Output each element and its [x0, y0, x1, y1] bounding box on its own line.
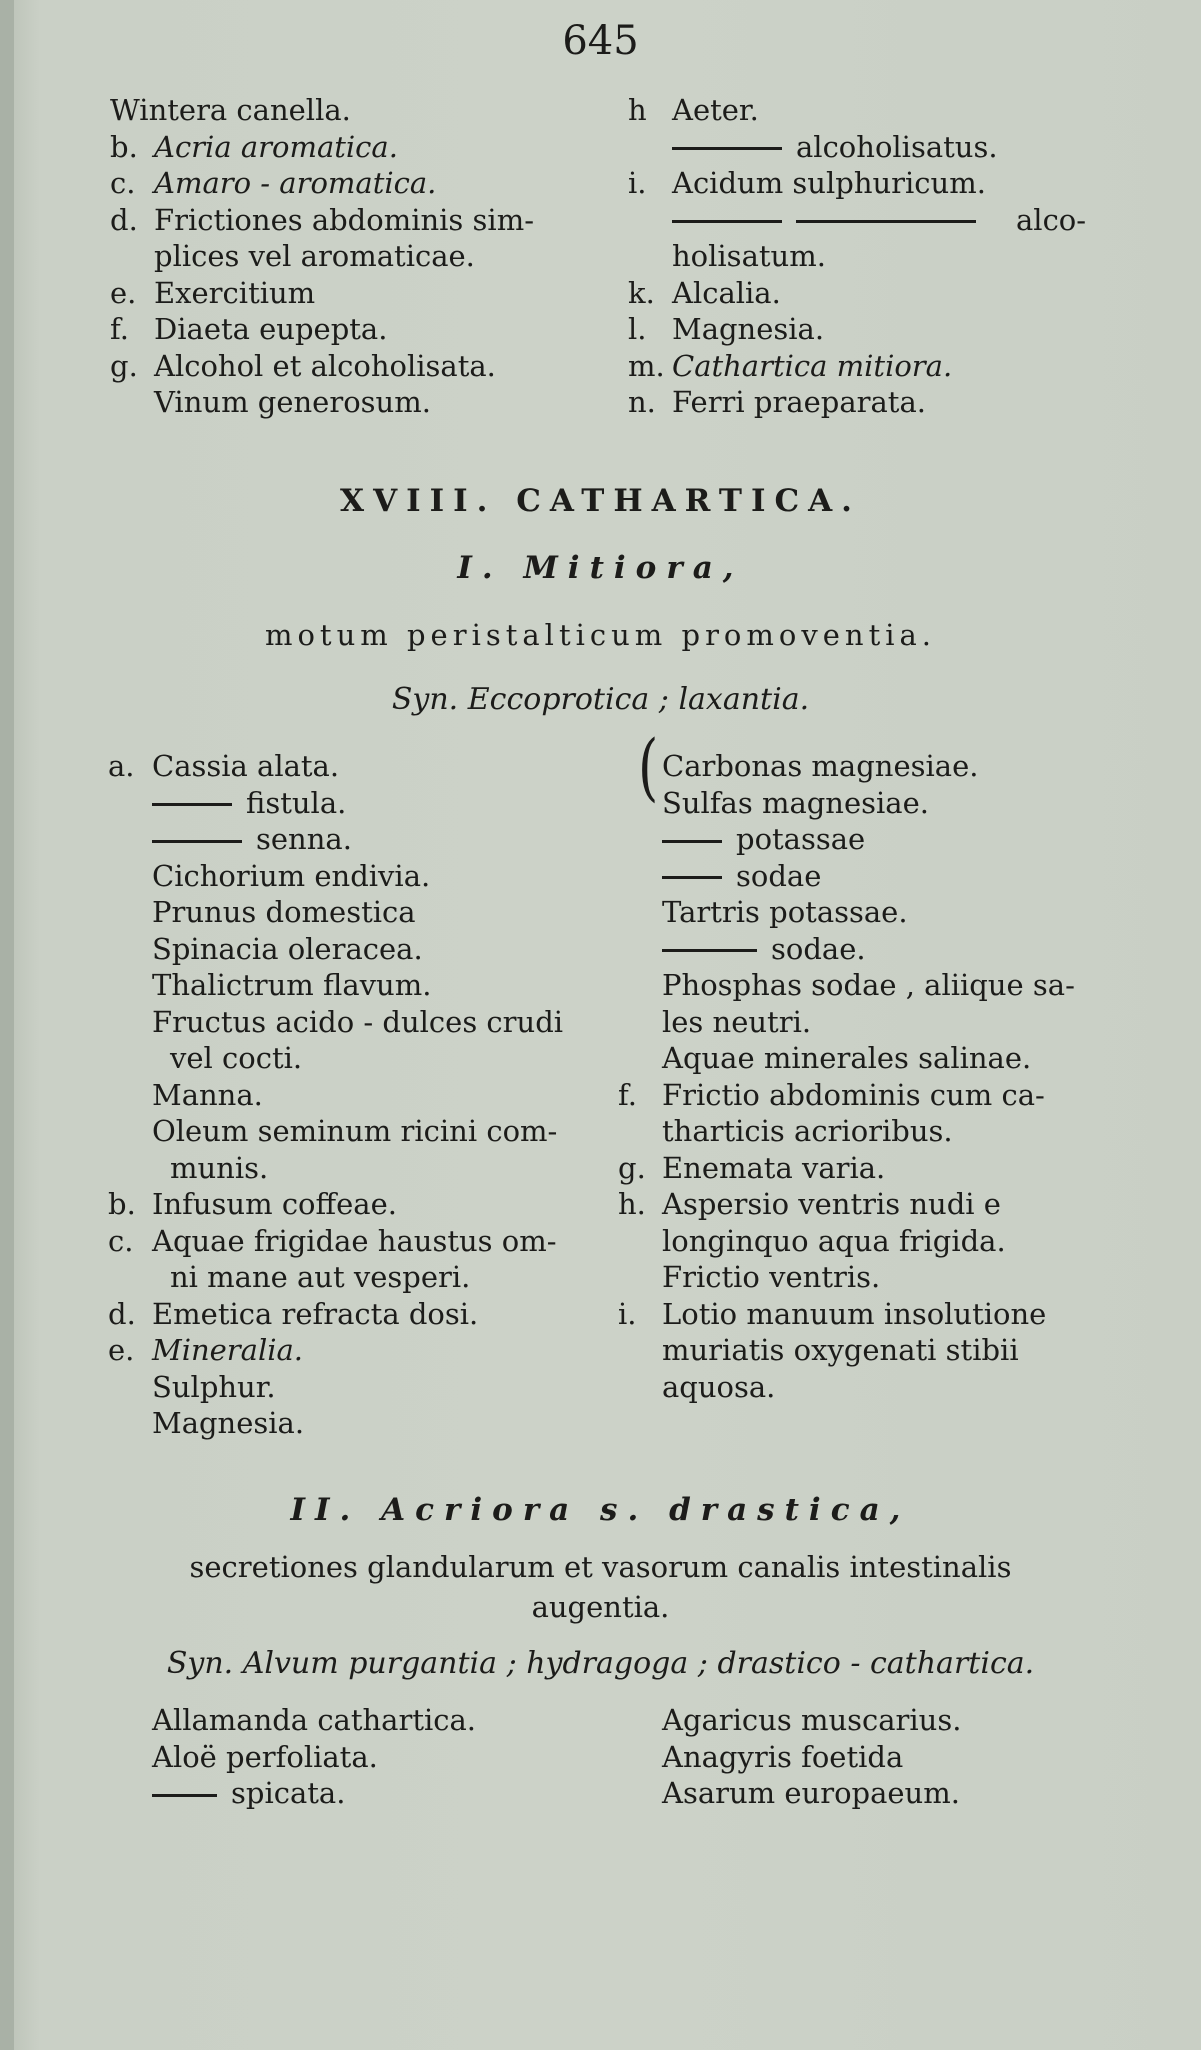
entry-letter: e. [108, 1333, 135, 1367]
entry-text: Frictiones abdominis sim- [154, 202, 534, 237]
section-title: XVIII. CATHARTICA. [340, 483, 861, 519]
entry-text: Aloë perfoliata. [152, 1739, 378, 1774]
entry-line [108, 821, 563, 858]
entry-letter: g. [618, 1150, 646, 1185]
entry-text: fistula. [246, 785, 347, 820]
ditto-dash [152, 803, 232, 806]
entry-line [618, 1223, 1075, 1260]
entry-text: senna. [256, 822, 352, 856]
entry-text: Amaro - aromatica. [154, 166, 437, 200]
entry-letter: l. [628, 312, 647, 346]
entry-text: Phosphas sodae , aliique sa- [662, 968, 1075, 1002]
entry-letter: g. [110, 348, 138, 383]
entry-text: Magnesia. [672, 312, 825, 346]
entry-text: Magnesia. [152, 1406, 305, 1440]
entry-letter: i. [618, 1296, 637, 1331]
brace-mark: ( [638, 726, 659, 810]
entry-line [618, 1739, 961, 1776]
subsection-title-mitiora: I. Mitiora, [457, 550, 744, 586]
entry-line [110, 202, 534, 239]
entry-letter: f. [110, 312, 129, 346]
entry-line [108, 1702, 476, 1739]
entry-line [108, 1405, 563, 1442]
entry-line [618, 1113, 1075, 1150]
entry-line [628, 384, 1086, 421]
entry-text: Diaeta eupepta. [154, 312, 388, 346]
ditto-dash [662, 949, 757, 952]
entry-line [108, 1113, 563, 1150]
entry-line [108, 1259, 563, 1296]
entry-line [618, 1332, 1075, 1369]
entry-text: potassae [736, 822, 866, 856]
entry-line [108, 858, 563, 895]
entry-line [618, 1775, 961, 1812]
entry-letter: e. [110, 275, 137, 310]
page-edge [0, 0, 14, 2050]
entry-line [628, 238, 1086, 275]
entry-letter: k. [628, 275, 655, 310]
entry-letter: b. [110, 129, 138, 164]
entry-letter: m. [628, 348, 665, 383]
entry-letter: b. [108, 1187, 136, 1221]
entry-text: Enemata varia. [662, 1150, 886, 1185]
entry-line [618, 1369, 1075, 1406]
drastica-left-column [108, 1702, 476, 1812]
entry-text: Asarum europaeum. [662, 1776, 960, 1810]
entry-letter: h. [618, 1187, 646, 1221]
entry-letter: d. [110, 202, 138, 237]
top-left-column [110, 92, 534, 421]
entry-line [628, 202, 1086, 239]
entry-text: Allamanda cathartica. [152, 1703, 477, 1737]
entry-text: Lotio manuum insolutione [662, 1296, 1047, 1331]
entry-text: Vinum generosum. [154, 385, 431, 419]
entry-text: aquosa. [662, 1369, 776, 1404]
entry-line [110, 165, 534, 202]
entry-letter: h [628, 93, 647, 127]
entry-line [618, 785, 1075, 822]
entry-text: muriatis oxygenati stibii [662, 1333, 1019, 1367]
entry-line [110, 348, 534, 385]
entry-letter: i. [628, 166, 647, 200]
entry-line [108, 967, 563, 1004]
ditto-dash [152, 1794, 217, 1797]
entry-line [618, 1186, 1075, 1223]
subsection-title-drastica: II. Acriora s. drastica, [290, 1492, 911, 1528]
entry-line [628, 92, 1086, 129]
page-number: 645 [562, 18, 639, 64]
entry-line [618, 1259, 1075, 1296]
entry-line [618, 1150, 1075, 1187]
entry-text: holisatum. [672, 239, 826, 273]
entry-text: Acidum sulphuricum. [672, 166, 986, 200]
entry-text: Exercitium [154, 275, 316, 310]
entry-line [108, 931, 563, 968]
entry-text: Fructus acido - dulces crudi [152, 1004, 564, 1039]
entry-line [108, 785, 563, 822]
entry-text: Cassia alata. [152, 749, 340, 783]
entry-line [618, 967, 1075, 1004]
entry-text: Oleum seminum ricini com- [152, 1114, 558, 1148]
entry-text: Ferri praeparata. [672, 385, 926, 419]
entry-line [110, 129, 534, 166]
entry-text: Emetica refracta dosi. [152, 1296, 479, 1331]
ditto-dash [796, 220, 976, 223]
entry-line [618, 748, 1075, 785]
entry-line [618, 1040, 1075, 1077]
ditto-dash [672, 147, 782, 150]
entry-line [108, 748, 563, 785]
entry-letter: d. [108, 1296, 136, 1331]
ditto-dash [672, 220, 782, 223]
entry-text: Cichorium endivia. [152, 858, 431, 893]
ditto-dash [662, 876, 722, 879]
entry-line [108, 1040, 563, 1077]
entry-line [110, 238, 534, 275]
entry-line [618, 821, 1075, 858]
entry-line [618, 1702, 961, 1739]
entry-line [108, 1369, 563, 1406]
entry-line [108, 1150, 563, 1187]
entry-text: sodae. [771, 931, 866, 966]
entry-text: Prunus domestica [152, 895, 416, 929]
entry-letter: c. [108, 1223, 134, 1258]
entry-line [628, 129, 1086, 166]
entry-line [110, 275, 534, 312]
entry-text: Anagyris foetida [662, 1739, 904, 1774]
entry-line [108, 1296, 563, 1333]
entry-text: spicata. [231, 1776, 346, 1810]
entry-line [108, 1332, 563, 1369]
entry-line [618, 1077, 1075, 1114]
entry-letter: f. [618, 1077, 637, 1112]
entry-text: Aquae frigidae haustus om- [152, 1223, 557, 1258]
synonyms-drastica: Syn. Alvum purgantia ; hydragoga ; drastico - cathartica. [166, 1646, 1035, 1681]
entry-text: Spinacia oleracea. [152, 931, 423, 966]
entry-text: Tartris potassae. [662, 895, 908, 929]
subsection-description-drastica-cont: augentia. [531, 1590, 670, 1624]
entry-text: alco- [1016, 202, 1087, 237]
entry-text: alcoholisatus. [796, 129, 998, 164]
entry-text: longinquo aqua frigida. [662, 1223, 1006, 1258]
entry-text: Acria aromatica. [154, 129, 398, 164]
entry-text: Sulphur. [152, 1369, 276, 1404]
entry-text: Frictio abdominis cum ca- [662, 1077, 1045, 1112]
entry-text: Aeter. [672, 93, 759, 127]
entry-text: Aquae minerales salinae. [662, 1041, 1032, 1075]
ditto-dash [662, 840, 722, 843]
entry-line [618, 931, 1075, 968]
drastica-right-column [618, 1702, 961, 1812]
entry-text: munis. [170, 1150, 269, 1185]
entry-line [108, 1186, 563, 1223]
entry-text: Thalictrum flavum. [152, 968, 432, 1002]
entry-line [110, 92, 534, 129]
entry-text: vel cocti. [170, 1041, 303, 1075]
entry-letter: a. [108, 749, 135, 783]
entry-line [628, 311, 1086, 348]
entry-text: Manna. [152, 1077, 263, 1112]
entry-line [108, 1077, 563, 1114]
entry-line [108, 1004, 563, 1041]
entry-line [110, 311, 534, 348]
entry-line [628, 275, 1086, 312]
ditto-dash [152, 840, 242, 843]
entry-text: Alcohol et alcoholisata. [154, 348, 496, 383]
entry-text: Carbonas magnesiae. [662, 749, 979, 783]
entry-letter: c. [110, 166, 136, 200]
entry-line [108, 1739, 476, 1776]
entry-text: Wintera canella. [110, 93, 351, 127]
entry-line [618, 858, 1075, 895]
entry-line [618, 1004, 1075, 1041]
entry-letter: n. [628, 385, 656, 419]
entry-line [110, 384, 534, 421]
entry-text: Agaricus muscarius. [662, 1703, 962, 1737]
entry-text: Alcalia. [672, 275, 781, 310]
subsection-description-mitiora: motum peristalticum promoventia. [264, 618, 937, 652]
synonyms-mitiora: Syn. Eccoprotica ; laxantia. [391, 682, 810, 717]
entry-line [628, 165, 1086, 202]
entry-text: Cathartica mitiora. [672, 348, 953, 383]
entry-line [618, 894, 1075, 931]
entry-text: Frictio ventris. [662, 1260, 881, 1294]
entry-line [108, 1223, 563, 1260]
mitiora-left-column [108, 748, 563, 1442]
entry-text: Aspersio ventris nudi e [662, 1187, 1001, 1221]
entry-line [618, 1296, 1075, 1333]
entry-text: Mineralia. [152, 1333, 304, 1367]
entry-text: tharticis acrioribus. [662, 1114, 953, 1148]
entry-line [628, 348, 1086, 385]
mitiora-right-column [618, 748, 1075, 1405]
entry-text: Sulfas magnesiae. [662, 785, 929, 820]
entry-line [108, 894, 563, 931]
entry-text: sodae [736, 858, 822, 893]
entry-text: les neutri. [662, 1004, 812, 1039]
entry-text: plices vel aromaticae. [154, 239, 475, 273]
entry-line [108, 1775, 476, 1812]
entry-text: Infusum coffeae. [152, 1187, 397, 1221]
top-right-column [628, 92, 1086, 421]
subsection-description-drastica: secretiones glandularum et vasorum canalis intestinalis [189, 1550, 1012, 1584]
entry-text: ni mane aut vesperi. [170, 1260, 471, 1294]
